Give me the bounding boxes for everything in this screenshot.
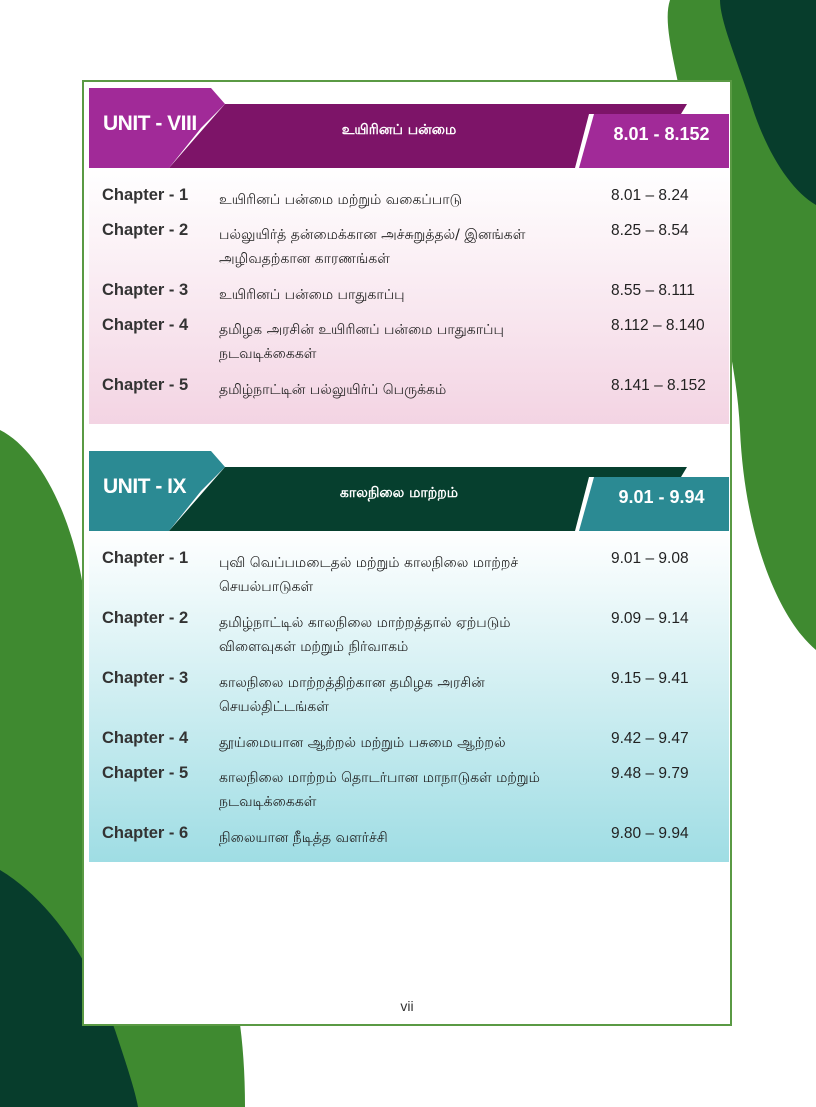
chapter-pages: 9.42 – 9.47 (611, 730, 689, 747)
chapter-title: பல்லுயிர்த் தன்மைக்கான அச்சுறுத்தல்/ இனங்கள் அழிவதற்கான காரணங்கள் (219, 227, 526, 267)
chapter-title: தமிழ்நாட்டின் பல்லுயிர்ப் பெருக்கம் (219, 382, 447, 398)
chapter-label: Chapter - 3 (102, 669, 189, 687)
chapter-label: Chapter - 1 (102, 186, 189, 204)
chapter-list (89, 531, 729, 862)
unit-page-range: 8.01 - 8.152 (613, 124, 710, 144)
unit-section-ix (89, 451, 729, 862)
chapter-label: Chapter - 2 (102, 609, 189, 627)
chapter-label: Chapter - 2 (102, 221, 189, 239)
chapter-title: காலநிலை மாற்றத்திற்கான தமிழக அரசின் செயல்திட்டங்கள் (219, 675, 485, 715)
chapter-pages: 8.25 – 8.54 (611, 222, 689, 239)
chapter-title: தமிழக அரசின் உயிரினப் பன்மை பாதுகாப்பு நடவடிக்கைகள் (219, 322, 504, 362)
chapter-pages: 8.141 – 8.152 (611, 377, 706, 394)
chapter-list (89, 168, 729, 424)
unit-section-viii (89, 88, 729, 424)
chapter-pages: 9.80 – 9.94 (611, 825, 689, 842)
chapter-title: தமிழ்நாட்டில் காலநிலை மாற்றத்தால் ஏற்படும் விளைவுகள் மற்றும் நிர்வாகம் (219, 615, 511, 655)
chapter-label: Chapter - 6 (102, 824, 189, 842)
unit-header (89, 88, 729, 168)
chapter-pages: 9.48 – 9.79 (611, 765, 689, 782)
chapter-title: உயிரினப் பன்மை பாதுகாப்பு (219, 287, 405, 303)
chapter-pages: 9.15 – 9.41 (611, 670, 689, 687)
chapter-pages: 9.01 – 9.08 (611, 550, 689, 567)
chapter-title: நிலையான நீடித்த வளர்ச்சி (219, 830, 388, 846)
chapter-label: Chapter - 3 (102, 281, 189, 299)
unit-title: காலநிலை மாற்றம் (339, 485, 459, 501)
chapter-label: Chapter - 1 (102, 549, 189, 567)
chapter-pages: 8.55 – 8.111 (611, 282, 695, 299)
chapter-label: Chapter - 4 (102, 316, 189, 334)
page-number: vii (400, 998, 414, 1014)
unit-header (89, 451, 729, 531)
contents-page (82, 80, 732, 1026)
chapter-title: புவி வெப்பமடைதல் மற்றும் காலநிலை மாற்றச் செயல்பாடுகள் (219, 555, 519, 595)
unit-label: UNIT - IX (103, 475, 186, 498)
chapter-title: உயிரினப் பன்மை மற்றும் வகைப்பாடு (219, 192, 463, 208)
chapter-label: Chapter - 5 (102, 764, 189, 782)
chapter-pages: 8.112 – 8.140 (611, 317, 705, 334)
chapter-pages: 9.09 – 9.14 (611, 610, 689, 627)
chapter-label: Chapter - 4 (102, 729, 189, 747)
chapter-label: Chapter - 5 (102, 376, 189, 394)
chapter-pages: 8.01 – 8.24 (611, 187, 689, 204)
unit-page-range: 9.01 - 9.94 (618, 487, 705, 507)
chapter-title: தூய்மையான ஆற்றல் மற்றும் பசுமை ஆற்றல் (219, 735, 506, 751)
unit-label: UNIT - VIII (103, 112, 197, 135)
unit-title: உயிரினப் பன்மை (341, 122, 457, 138)
chapter-title: காலநிலை மாற்றம் தொடர்பான மாநாடுகள் மற்றும் நடவடிக்கைகள் (219, 770, 540, 810)
